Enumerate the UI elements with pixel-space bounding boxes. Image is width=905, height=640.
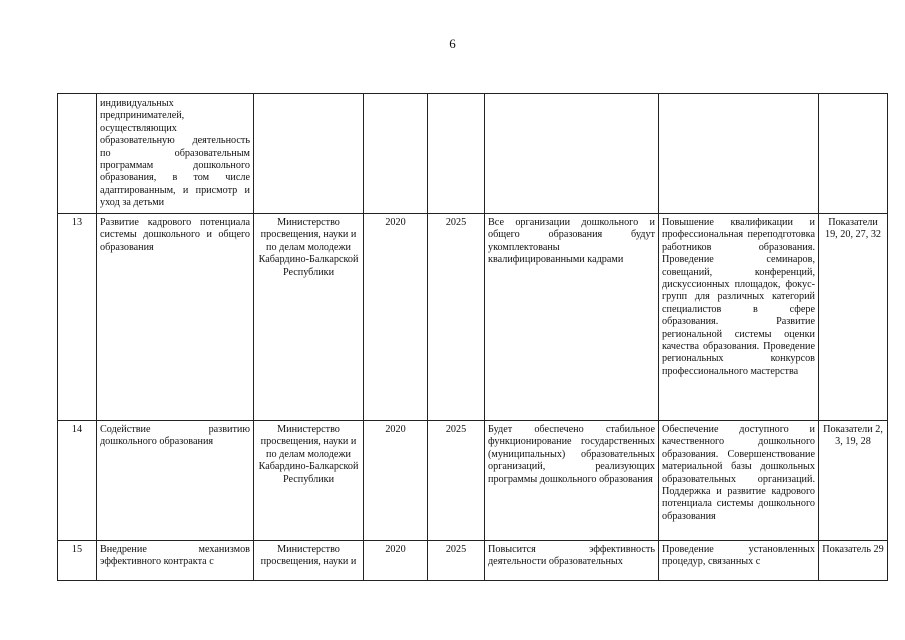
cell-indicators: Показатели 19, 20, 27, 32 bbox=[819, 214, 888, 421]
cell-event: Развитие кадрового потенциала системы дошкольного и общего образования bbox=[97, 214, 254, 421]
cell-result: Будет обеспечено стабильное функционирование государственных (муниципальных) образовательных организаций, реализующих программы дошкольного образования bbox=[485, 421, 659, 541]
event-line: адаптированным, и присмотр и bbox=[100, 184, 250, 196]
cell-event: Содействие развитию дошкольного образования bbox=[97, 421, 254, 541]
row-number: 15 bbox=[58, 541, 97, 581]
event-line: образовательную деятельность bbox=[100, 135, 250, 147]
cell-executor: Министерство просвещения, науки и по делам молодежи Кабардино-Балкарской Республики bbox=[254, 214, 364, 421]
cell-indicators bbox=[819, 94, 888, 214]
row-number: 13 bbox=[58, 214, 97, 421]
cell-end-year: 2025 bbox=[428, 214, 485, 421]
cell-end bbox=[428, 94, 485, 214]
cell-result bbox=[485, 94, 659, 214]
table-row bbox=[58, 214, 888, 421]
cell-event: Внедрение механизмов эффективного контракта с bbox=[97, 541, 254, 581]
cell-actions bbox=[659, 94, 819, 214]
table-row bbox=[58, 421, 888, 541]
cell-event bbox=[97, 94, 254, 214]
cell-actions: Проведение установленных процедур, связанных с bbox=[659, 541, 819, 581]
cell-start-year: 2020 bbox=[364, 421, 428, 541]
event-line: предпринимателей, bbox=[100, 110, 185, 122]
cell-executor: Министерство просвещения, науки и bbox=[254, 541, 364, 581]
cell-indicators: Показатель 29 bbox=[819, 541, 888, 581]
event-line: индивидуальных bbox=[100, 98, 174, 109]
row-number: 14 bbox=[58, 421, 97, 541]
cell-executor: Министерство просвещения, науки и по делам молодежи Кабардино-Балкарской Республики bbox=[254, 421, 364, 541]
cell-actions: Повышение квалификации и профессиональная переподготовка работников образования. Проведение семинаров, совещаний, конференций, дискуссионных площадок, фокус-групп для различных категорий специалистов в сфере образования. Развитие региональной системы оценки качества образования. Проведение региональных конкурсов профессионального мастерства bbox=[659, 214, 819, 421]
cell-start-year: 2020 bbox=[364, 541, 428, 581]
cell-indicators: Показатели 2, 3, 19, 28 bbox=[819, 421, 888, 541]
table-row-continuation bbox=[58, 94, 888, 214]
cell-num bbox=[58, 94, 97, 214]
event-line: программам дошкольного bbox=[100, 160, 250, 172]
event-line: образования, в том числе bbox=[100, 172, 250, 184]
event-line: по образовательным bbox=[100, 147, 250, 159]
cell-result: Все организации дошкольного и общего образования будут укомплектованы квалифицированными кадрами bbox=[485, 214, 659, 421]
cell-end-year: 2025 bbox=[428, 421, 485, 541]
event-line: уход за детьми bbox=[100, 197, 165, 209]
measures-table bbox=[57, 93, 888, 581]
page-number: 6 bbox=[449, 36, 456, 51]
cell-start bbox=[364, 94, 428, 214]
table-row bbox=[58, 541, 888, 581]
cell-result: Повысится эффективность деятельности образовательных bbox=[485, 541, 659, 581]
cell-executor bbox=[254, 94, 364, 214]
cell-actions: Обеспечение доступного и качественного дошкольного образования. Совершенствование материальной базы дошкольных образовательных организаций. Поддержка и развитие кадрового потенциала системы дошкольного образования bbox=[659, 421, 819, 541]
cell-start-year: 2020 bbox=[364, 214, 428, 421]
cell-end-year: 2025 bbox=[428, 541, 485, 581]
event-line: осуществляющих bbox=[100, 122, 177, 134]
